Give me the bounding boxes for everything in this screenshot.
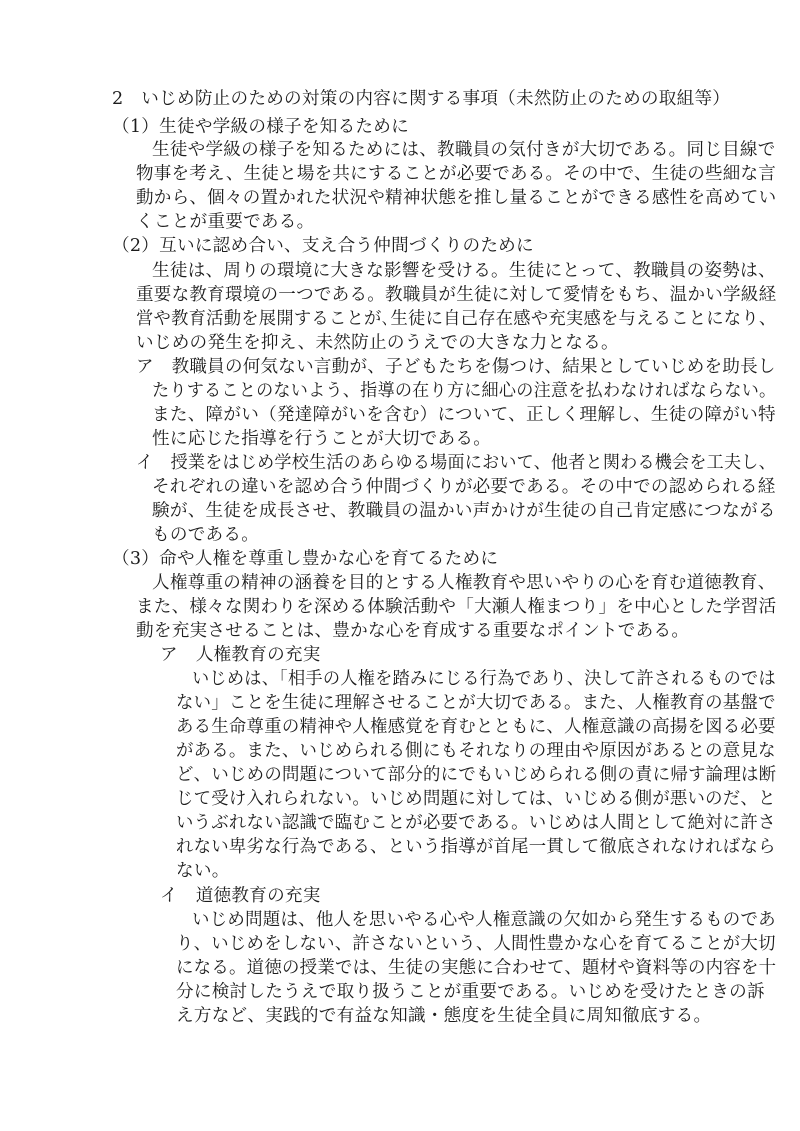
section-2-heading: （2）互いに認め合い、支え合う仲間づくりのために [112, 236, 534, 256]
section-3-sub-i-line: になる。道徳の授業では、生徒の実態に合わせて、題材や資料等の内容を十 [176, 958, 777, 978]
section-3-sub-i-line: え方など、実践的で有益な知識・態度を生徒全員に周知徹底する。 [176, 1006, 712, 1026]
section-3-sub-i-line: り、いじめをしない、許さないという、人間性豊かな心を育てることが大切 [176, 934, 776, 954]
document-title: 2 いじめ防止のための対策の内容に関する事項（未然防止のための取組等） [112, 89, 731, 109]
section-2-item-i-line: イ 授業をはじめ学校生活のあらゆる場面において、他者と関わる機会を工夫し、 [136, 453, 776, 473]
section-2-text-line: 営や教育活動を展開することが､生徒に自己存在感や充実感を与えることになり、 [136, 309, 777, 329]
section-2-item-i-line: ものである。 [152, 525, 260, 545]
section-2-item-i-line: それぞれの違いを認め合う仲間づくりが必要である。その中での認められる経 [152, 477, 776, 497]
section-3-sub-a-line: ど、いじめの問題について部分的にでもいじめられる側の責に帰す論理は断 [176, 765, 777, 785]
section-3-sub-i-line: 分に検討したうえで取り扱うことが重要である。いじめを受けたときの訴 [176, 982, 765, 1002]
section-3-sub-i-heading: イ 道徳教育の充実 [160, 886, 321, 906]
section-2-item-a-line: たりすることのないよう、指導の在り方に細心の注意を払わなければならない。 [152, 381, 777, 401]
section-1-text-line: くことが重要である。 [136, 212, 315, 232]
section-3-heading: （3）命や人権を尊重し豊かな心を育てるために [112, 549, 499, 569]
section-2-text-line: 重要な教育環境の一つである。教職員が生徒に対して愛情をもち、温かい学級経 [136, 285, 777, 305]
section-3-sub-a-line: いうぶれない認識で臨むことが必要である。いじめは人間として絶対に許さ [176, 813, 776, 833]
section-2-text-line: いじめの発生を抑え、未然防止のうえでの大きな力となる。 [136, 333, 619, 353]
section-3-sub-a-line: がある。また、いじめられる側にもそれなりの理由や原因があるとの意見な [176, 741, 776, 761]
section-2-item-a-line: また、障がい（発達障がいを含む）について、正しく理解し、生徒の障がい特 [152, 405, 776, 425]
section-1-text-line: 生徒や学級の様子を知るためには、教職員の気付きが大切である。同じ目線で [152, 140, 776, 160]
section-2-item-a-line: ア 教職員の何気ない言動が、子どもたちを傷つけ、結果としていじめを助長し [136, 357, 776, 377]
section-3-sub-i-line: いじめ問題は、他人を思いやる心や人権意識の欠如から発生するものであ [192, 910, 776, 930]
section-2-item-i-line: 験が、生徒を成長させ、教職員の温かい声かけが生徒の自己肯定感につながる [152, 501, 776, 521]
section-1-heading: （1）生徒や学級の様子を知るために [112, 117, 409, 137]
section-3-sub-a-line: じて受け入れられない。いじめ問題に対しては、いじめる側が悪いのだ、と [176, 789, 776, 809]
section-3-sub-a-line: ある生命尊重の精神や人権感覚を育むとともに、人権意識の高揚を図る必要 [176, 717, 776, 737]
section-3-sub-a-line: いじめは、「相手の人権を踏みにじる行為であり、決して許されるものでは [192, 669, 776, 689]
section-3-sub-a-heading: ア 人権教育の充実 [160, 645, 321, 665]
section-3-sub-a-line: ない」ことを生徒に理解させることが大切である。また、人権教育の基盤で [176, 693, 776, 713]
section-2-item-a-line: 性に応じた指導を行うことが大切である。 [152, 429, 492, 449]
section-2-text-line: 生徒は、周りの環境に大きな影響を受ける。生徒にとって、教職員の姿勢は、 [152, 261, 776, 281]
section-1-text-line: 物事を考え、生徒と場を共にすることが必要である。その中で、生徒の些細な言 [136, 164, 777, 184]
section-3-text-line: 動を充実させることは、豊かな心を育成する重要なポイントである。 [136, 621, 690, 641]
section-3-sub-a-line: れない卑劣な行為である、という指導が首尾一貫して徹底されなければなら [176, 837, 776, 857]
section-3-sub-a-line: ない。 [176, 861, 230, 881]
section-3-text-line: また、様々な関わりを深める体験活動や「大瀬人権まつり」を中心とした学習活 [136, 597, 777, 617]
section-1-text-line: 動から、個々の置かれた状況や精神状態を推し量ることができる感性を高めてい [136, 188, 777, 208]
section-3-text-line: 人権尊重の精神の涵養を目的とする人権教育や思いやりの心を育む道徳教育、 [152, 573, 776, 593]
